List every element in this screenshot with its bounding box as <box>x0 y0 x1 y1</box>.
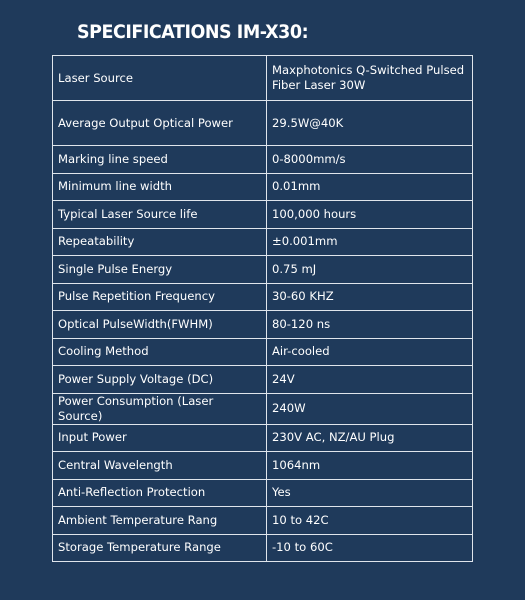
spec-label: Anti-Reflection Protection <box>53 479 267 507</box>
spec-value: Maxphotonics Q-Switched Pulsed Fiber Laser 30W <box>267 56 473 101</box>
table-row <box>53 534 473 562</box>
spec-value: ±0.001mm <box>267 228 473 256</box>
spec-value: 0.01mm <box>267 173 473 201</box>
spec-label: Minimum line width <box>53 173 267 201</box>
spec-value: -10 to 60C <box>267 534 473 562</box>
table-row <box>53 393 473 424</box>
spec-label: Storage Temperature Range <box>53 534 267 562</box>
spec-label: Marking line speed <box>53 146 267 174</box>
table-row <box>53 256 473 284</box>
spec-value: 0-8000mm/s <box>267 146 473 174</box>
spec-value: 240W <box>267 393 473 424</box>
spec-value: 100,000 hours <box>267 201 473 229</box>
table-row <box>53 56 473 101</box>
spec-value: 80-120 ns <box>267 311 473 339</box>
table-row <box>53 173 473 201</box>
spec-value: 0.75 mJ <box>267 256 473 284</box>
table-row <box>53 311 473 339</box>
table-row <box>53 146 473 174</box>
spec-label: Pulse Repetition Frequency <box>53 283 267 311</box>
table-row <box>53 452 473 480</box>
spec-value: 24V <box>267 366 473 394</box>
spec-label: Typical Laser Source life <box>53 201 267 229</box>
table-row <box>53 283 473 311</box>
spec-value: 230V AC, NZ/AU Plug <box>267 424 473 452</box>
spec-label: Power Supply Voltage (DC) <box>53 366 267 394</box>
spec-value: 29.5W@40K <box>267 101 473 146</box>
spec-label: Cooling Method <box>53 338 267 366</box>
table-row <box>53 479 473 507</box>
spec-value: 30-60 KHZ <box>267 283 473 311</box>
spec-label: Input Power <box>53 424 267 452</box>
spec-label: Single Pulse Energy <box>53 256 267 284</box>
page-title: SPECIFICATIONS IM-X30: <box>77 21 309 43</box>
table-row <box>53 507 473 535</box>
table-row <box>53 424 473 452</box>
spec-value: 1064nm <box>267 452 473 480</box>
table-row <box>53 338 473 366</box>
spec-label: Average Output Optical Power <box>53 101 267 146</box>
table-row <box>53 228 473 256</box>
spec-label: Power Consumption (Laser Source) <box>53 393 267 424</box>
specifications-table <box>52 55 473 562</box>
spec-label: Ambient Temperature Rang <box>53 507 267 535</box>
spec-label: Repeatability <box>53 228 267 256</box>
spec-value: Yes <box>267 479 473 507</box>
table-row <box>53 101 473 146</box>
table-row <box>53 201 473 229</box>
table-row <box>53 366 473 394</box>
spec-value: Air-cooled <box>267 338 473 366</box>
spec-value: 10 to 42C <box>267 507 473 535</box>
spec-label: Laser Source <box>53 56 267 101</box>
spec-label: Optical PulseWidth(FWHM) <box>53 311 267 339</box>
spec-label: Central Wavelength <box>53 452 267 480</box>
